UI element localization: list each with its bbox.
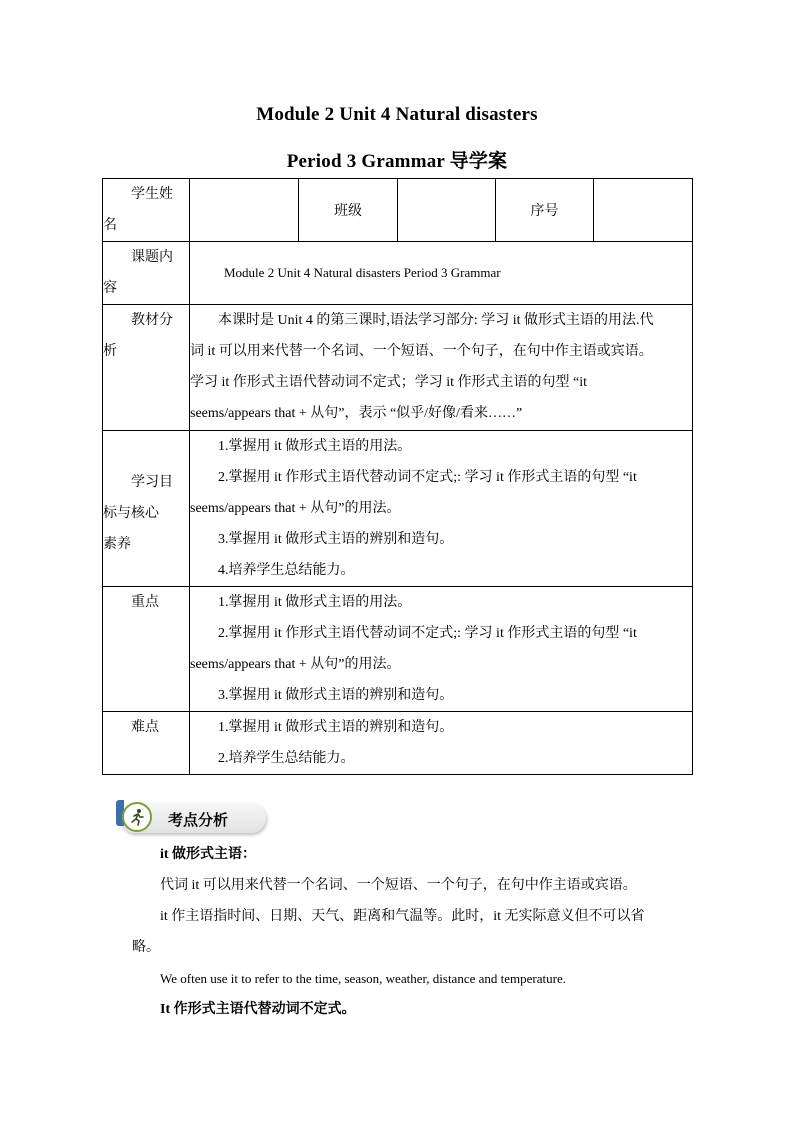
lesson-plan-table — [102, 178, 693, 775]
goals-content: 1.掌握用 it 做形式主语的用法。 2.掌握用 it 作形式主语代替动词不定式;: 学习 it 作形式主语的句型 “it seems/appears that + 从句”的用法。 3.掌握用 it 做形式主语的辨别和造句。 4.培养学生总结能力。 — [190, 431, 693, 587]
section-title: 考点分析 — [168, 811, 229, 829]
document-subtitle: Period 3 Grammar 导学案 — [286, 151, 508, 172]
key-points-content: 1.掌握用 it 做形式主语的用法。 2.掌握用 it 作形式主语代替动词不定式;: 学习 it 作形式主语的句型 “it seems/appears that + 从句”的用法。 3.掌握用 it 做形式主语的辨别和造句。 — [190, 587, 693, 712]
paragraph-line: it 作主语指时间、日期、天气、距离和气温等。此时，it 无实际意义但不可以省 — [160, 909, 645, 924]
section-banner — [116, 800, 266, 834]
seq-label: 序号 — [496, 179, 594, 242]
table-row — [103, 587, 693, 712]
analysis-content: 本课时是 Unit 4 的第三课时,语法学习部分: 学习 it 做形式主语的用法.代 词 it 可以用来代替一个名词、一个短语、一个句子，在句中作主语或宾语。 学习 it 作形式主语代替动词不定式；学习 it 作形式主语的句型 “it seems/appears that + 从句”，表示 “似乎/好像/看来……” — [190, 305, 693, 431]
class-field — [398, 179, 496, 242]
seq-field — [594, 179, 693, 242]
table-row — [103, 242, 693, 305]
class-label: 班级 — [299, 179, 398, 242]
heading-it-formal-subject: it 做形式主语： — [160, 847, 257, 862]
runner-icon — [122, 802, 152, 832]
paragraph-line-english: We often use it to refer to the time, season, weather, distance and temperature. — [160, 971, 566, 986]
table-row — [103, 179, 693, 242]
table-row — [103, 431, 693, 587]
paragraph-line: 略。 — [132, 940, 160, 955]
student-name-label: 学生姓 名 — [103, 179, 190, 242]
topic-value: Module 2 Unit 4 Natural disasters Period 3 Grammar — [190, 242, 693, 305]
heading-it-infinitive: It 作形式主语代替动词不定式。 — [160, 1002, 356, 1017]
student-name-field — [190, 179, 299, 242]
analysis-label: 教材分 析 — [103, 305, 190, 431]
topic-label: 课题内 容 — [103, 242, 190, 305]
difficult-points-label: 难点 — [103, 712, 190, 775]
paragraph-line: 代词 it 可以用来代替一个名词、一个短语、一个句子，在句中作主语或宾语。 — [160, 878, 637, 893]
table-row — [103, 712, 693, 775]
key-points-label: 重点 — [103, 587, 190, 712]
document-title: Module 2 Unit 4 Natural disasters — [256, 104, 538, 125]
table-row — [103, 305, 693, 431]
goals-label: 学习目 标与核心 素养 — [103, 431, 190, 587]
difficult-points-content: 1.掌握用 it 做形式主语的辨别和造句。 2.培养学生总结能力。 — [190, 712, 693, 775]
